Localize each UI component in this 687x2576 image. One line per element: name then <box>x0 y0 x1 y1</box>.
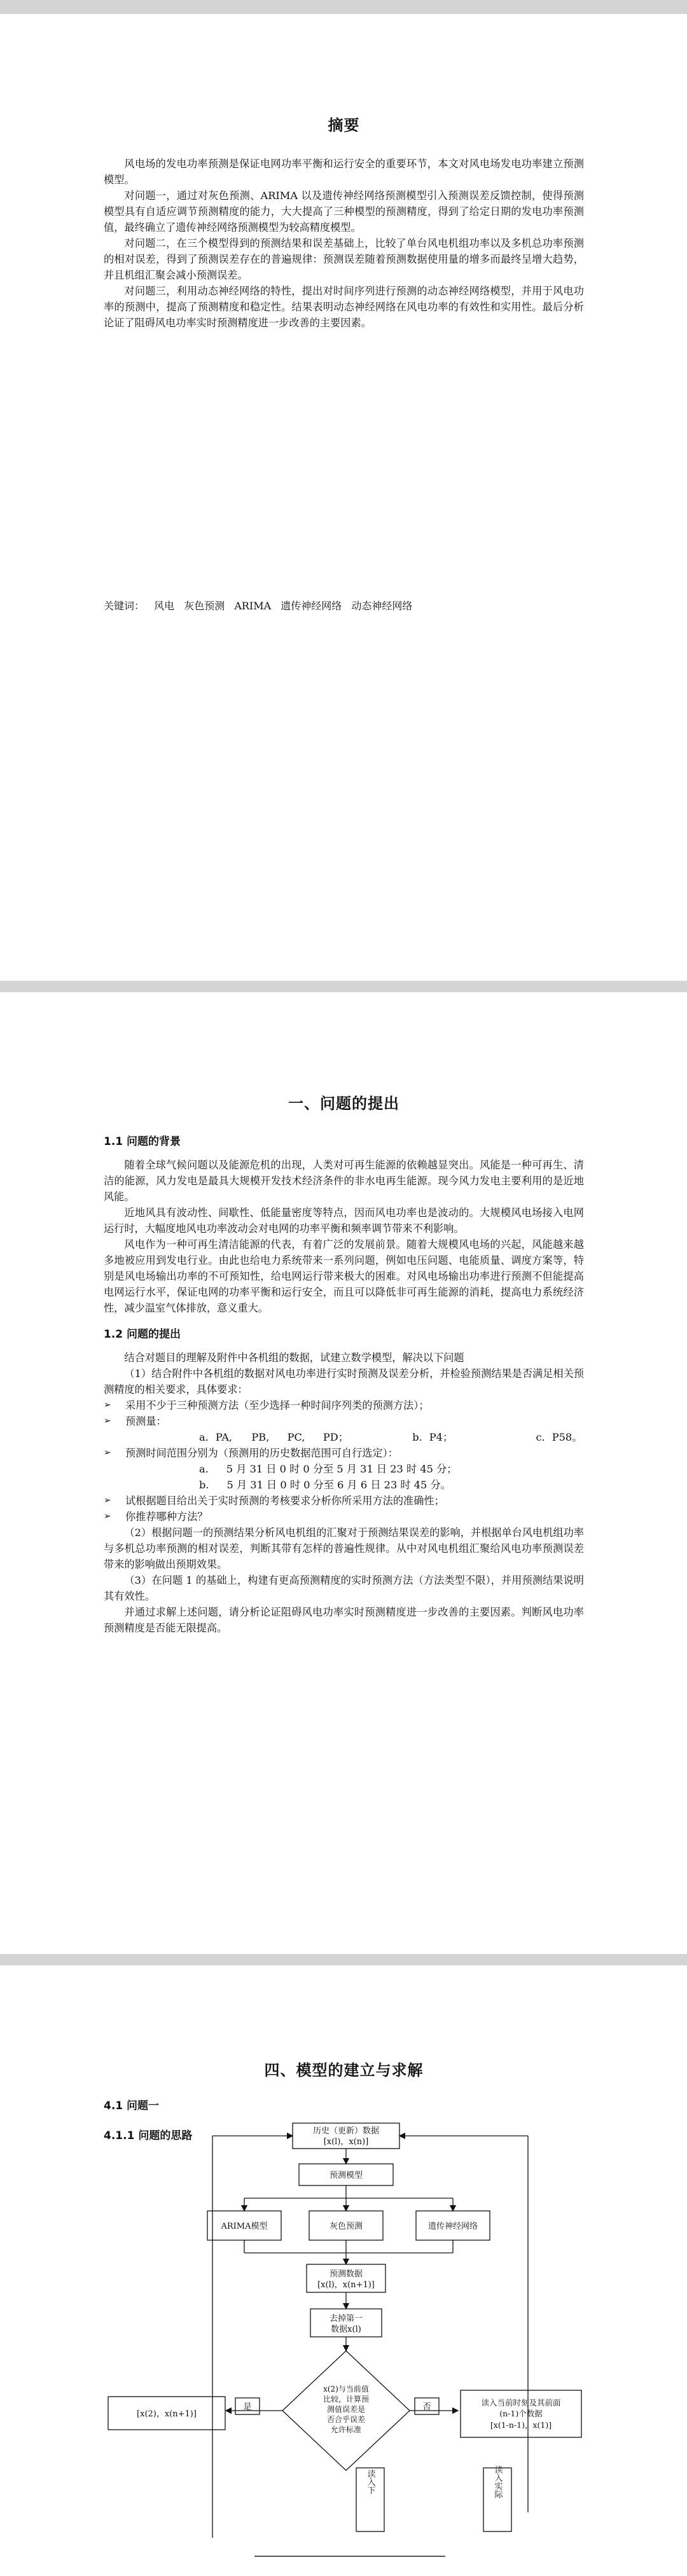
target-item: PC, <box>287 1431 305 1443</box>
scroll-indicator <box>254 2556 445 2557</box>
page-model <box>0 1965 687 2576</box>
body-paragraph: 并通过求解上述问题，请分析论证阻碍风电功率实时预测精度进一步改善的主要因素。判断风电功率预测精度是否能无限提高。 <box>104 1606 584 1634</box>
range-item: a. 5 月 31 日 0 时 0 分至 5 月 31 日 23 时 45 分； <box>199 1463 457 1475</box>
subsection-title: 4.1 问题一 <box>104 2100 160 2112</box>
subsection-title: 1.1 问题的背景 <box>104 1135 181 1148</box>
arima-label: ARIMA模型 <box>221 2222 268 2231</box>
target-item: PD； <box>323 1431 349 1443</box>
page-gap <box>0 981 687 992</box>
abstract-paragraph: 对问题二，在三个模型得到的预测结果和误差基础上，比较了单台风电机组功率以及多机总功率预测的相对误差，得到了预测误差存在的普遍规律：预测误差随着预测数据使用量的增多而最终呈增大趋势，并且机组汇聚会减小预测误差。 <box>104 237 584 281</box>
body-paragraph: 随着全球气候问题以及能源危机的出现，人类对可再生能源的依赖越显突出。风能是一种可再生、清洁的能源，风力发电是最具大规模开发技术经济条件的非水电再生能源。现今风力发电主要利用的是近地风能。 <box>104 1159 584 1203</box>
history-label: 历史（更新）数据 <box>312 2126 380 2136</box>
no-label: 否 <box>422 2402 431 2412</box>
section-title: 四、模型的建立与求解 <box>264 2061 424 2079</box>
keyword: 风电 <box>154 600 175 612</box>
body-paragraph: 结合对题目的理解及附件中各机组的数据，试建立数学模型，解决以下问题 <box>124 1352 464 1364</box>
problem-body <box>104 1091 584 1636</box>
abstract-paragraph: 风电场的发电功率预测是保证电网功率平衡和运行安全的重要环节，本文对风电场发电功率建立预测模型。 <box>104 158 584 186</box>
read-current-count: (n-1)个数据 <box>499 2409 543 2418</box>
bullet-item: ➢ 预测时间范围分别为（预测用的历史数据范围可自行选定）： <box>104 1445 584 1461</box>
page-gap <box>0 1954 687 1965</box>
abstract-paragraph: 对问题一，通过对灰色预测、ARIMA 以及遗传神经网络预测模型引入预测误差反馈控制，使得预测模型具有自适应调节预测精度的能力，大大提高了三种模型的预测精度，得到了给定日期的发电功率预测值，最终确立了遗传神经网络预测模型为较高精度模型。 <box>104 190 584 233</box>
target-item: c．P58。 <box>536 1431 583 1443</box>
bullet-arrow-icon: ➢ <box>104 1416 111 1426</box>
decision-text: 比较，计算预 <box>323 2395 370 2404</box>
subsubsection-title: 4.1.1 问题的思路 <box>104 2129 193 2142</box>
bullet-arrow-icon: ➢ <box>104 1511 111 1521</box>
body-paragraph: （3）在问题 1 的基础上，构建有更高预测精度的实时预测方法（方法类型不限），并用预测结果说明其有效性。 <box>104 1574 584 1602</box>
keywords <box>104 598 584 613</box>
subsection-title: 1.2 问题的提出 <box>104 1328 181 1341</box>
section-title: 一、问题的提出 <box>288 1095 399 1112</box>
grey-label: 灰色预测 <box>329 2222 363 2231</box>
read-current-range: [x(1-n-1)，x(1)] <box>490 2420 552 2430</box>
read-actual-label: 读入实际 <box>492 2465 503 2498</box>
model-label: 预测模型 <box>329 2171 363 2180</box>
keyword: 灰色预测 <box>184 600 225 612</box>
range-item: b. 5 月 31 日 0 时 0 分至 6 月 6 日 23 时 45 分。 <box>199 1479 451 1491</box>
abstract-title: 摘要 <box>328 116 360 134</box>
pred-label: 预测数据 <box>329 2269 363 2279</box>
keyword: 遗传神经网络 <box>281 600 342 612</box>
pred-range: [x(l)，x(n+1)] <box>317 2280 375 2290</box>
bullet-arrow-icon: ➢ <box>104 1495 111 1506</box>
keyword: ARIMA <box>234 600 272 612</box>
bullet-item: ➢ 你推荐哪种方法？ <box>104 1509 584 1525</box>
keywords-label: 关键词： <box>104 600 145 612</box>
prediction-targets <box>104 1429 584 1445</box>
abstract-body <box>104 113 584 331</box>
target-item: b．P4； <box>412 1431 454 1443</box>
target-item: a．PA, <box>199 1431 233 1443</box>
decision-text: 允许标准 <box>330 2425 362 2434</box>
bullet-item: ➢ 预测量： <box>104 1413 584 1429</box>
read-next-label: 读入下 <box>365 2469 375 2495</box>
keyword: 动态神经网络 <box>351 600 413 612</box>
bullet-item: ➢ 试根据题目给出关于实时预测的考核要求分析你所采用方法的准确性； <box>104 1493 584 1509</box>
yes-label: 是 <box>243 2402 252 2412</box>
drop-label: 去掉第一 <box>329 2314 363 2323</box>
abstract-paragraph: 对问题三，利用动态神经网络的特性，提出对时间序列进行预测的动态神经网络模型，并用于风电功率的预测中，提高了预测精度和稳定性。结果表明动态神经网络在风电功率的有效性和实用性。最后分析论证了阻碍风电功率实时预测精度进一步改善的主要因素。 <box>104 285 584 329</box>
body-paragraph: 风电作为一种可再生清洁能源的代表，有着广泛的发展前景。随着大规模风电场的兴起，风能越来越多地被应用到发电行业。由此也给电力系统带来一系列问题，例如电压问题、电能质量、调度方案等，特别是风电场输出功率的不可预知性，给电网运行带来极大的困难。对风电场输出功率进行预测不但能提高电网运行水平，保证电网的功率平衡和运行安全，而且可以降低非可再生能源的消耗，提高电力系统经济性，减少温室气体排放，意义重大。 <box>104 1238 584 1314</box>
decision-text: 测值误差是 <box>326 2405 366 2414</box>
target-item: PB, <box>251 1431 270 1443</box>
bullet-item: ➢ 采用不少于三种预测方法（至少选择一种时间序列类的预测方法）； <box>104 1397 584 1413</box>
read-current-label: 读入当前时刻及其前面 <box>481 2398 561 2407</box>
body-paragraph: 近地风具有波动性、间歇性、低能量密度等特点，因而风电功率也是波动的。大规模风电场接入电网运行时，大幅度地风电功率波动会对电网的功率平衡和频率调节带来不利影响。 <box>104 1207 584 1235</box>
history-range: [x(l)，x(n)] <box>323 2137 369 2147</box>
bullet-arrow-icon: ➢ <box>104 1400 111 1410</box>
left-result-label: [x(2)，x(n+1)] <box>137 2409 197 2419</box>
body-paragraph: （1）结合附件中各机组的数据对风电功率进行实时预测及误差分析，并检验预测结果是否满足相关预测精度的相关要求，具体要求： <box>104 1368 584 1395</box>
genetic-label: 遗传神经网络 <box>427 2222 478 2231</box>
decision-text: 否合乎误差 <box>326 2415 366 2424</box>
body-paragraph: （2）根据问题一的预测结果分析风电机组的汇聚对于预测结果误差的影响，并根据单台风电机组功率与多机总功率预测的相对误差，判断其带有怎样的普遍性规律。从中对风电机组汇聚给风电功率预测误差带来的影响做出预期效果。 <box>104 1527 584 1570</box>
page-problem <box>0 992 687 1954</box>
bullet-arrow-icon: ➢ <box>104 1448 111 1458</box>
drop-value: 数据x(l) <box>331 2325 361 2334</box>
page-gap-top <box>0 0 687 14</box>
flowchart <box>0 1965 687 2576</box>
page-abstract <box>0 14 687 981</box>
decision-text: x(2)与当前值 <box>323 2385 369 2393</box>
